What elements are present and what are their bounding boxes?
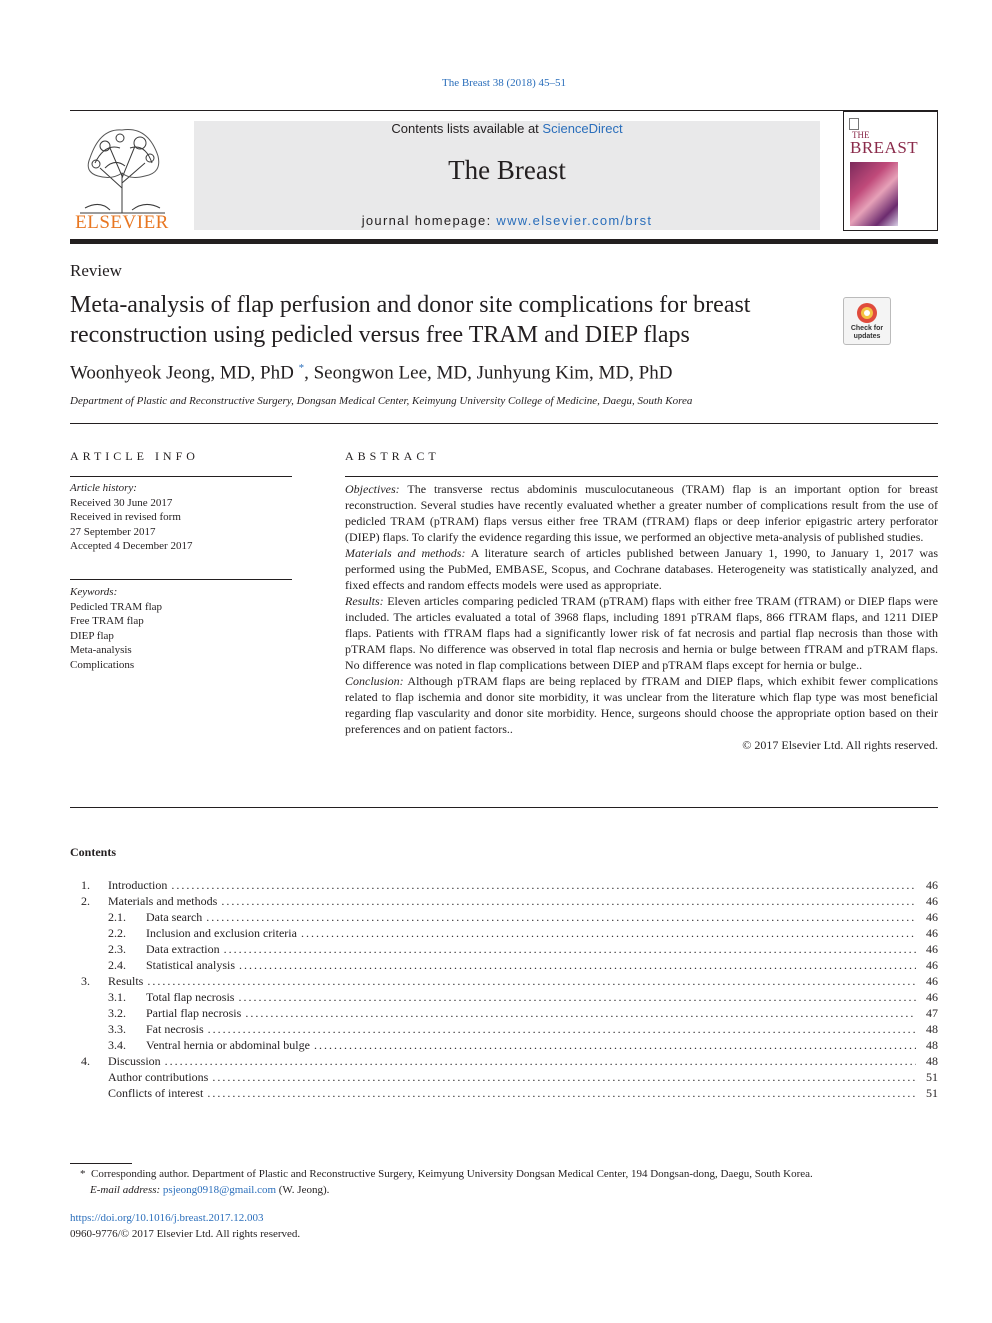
toc-page-number: 46 <box>926 926 938 940</box>
toc-page-number: 46 <box>926 942 938 956</box>
abstract-heading: ABSTRACT <box>345 449 440 463</box>
toc-row[interactable] <box>70 1053 938 1069</box>
article-info-heading: ARTICLE INFO <box>70 449 199 463</box>
keywords-label: Keywords: <box>70 586 118 598</box>
footnote-email <box>70 1182 938 1198</box>
footnote-corresponding-text: Corresponding author. Department of Plastic and Reconstructive Surgery, Keimyung University Dongsan Medical Center, 194 Dongsan-dong, Daegu, South Korea. <box>91 1168 813 1180</box>
toc-label[interactable] <box>146 909 916 925</box>
toc-page-number: 46 <box>926 990 938 1004</box>
toc-link[interactable]: Data search <box>146 910 203 924</box>
keyword-item: Free TRAM flap <box>70 615 144 627</box>
email-link[interactable]: psjeong0918@gmail.com <box>162 1184 277 1196</box>
toc-number: 2.4. <box>108 958 126 972</box>
toc-label[interactable] <box>146 957 916 973</box>
journal-cover[interactable] <box>843 111 938 231</box>
email-label: E-mail address: <box>90 1184 161 1196</box>
toc-link[interactable]: Conflicts of interest <box>108 1086 204 1100</box>
toc-label[interactable] <box>146 989 916 1005</box>
header-top-rule <box>70 110 938 111</box>
toc-row[interactable] <box>70 877 938 893</box>
toc-leader-dots <box>314 1037 916 1053</box>
toc-link[interactable]: Results <box>108 974 144 988</box>
toc-label[interactable] <box>146 1021 916 1037</box>
toc-leader-dots <box>224 941 916 957</box>
toc-row[interactable] <box>70 1085 938 1101</box>
toc-leader-dots <box>245 1005 916 1021</box>
toc-link[interactable]: Author contributions <box>108 1070 209 1084</box>
contents-heading: Contents <box>70 845 117 859</box>
toc-label[interactable] <box>146 1005 916 1021</box>
toc-link[interactable]: Data extraction <box>146 942 220 956</box>
toc-row[interactable] <box>70 973 938 989</box>
toc-page-number: 51 <box>926 1070 938 1084</box>
affiliation-rule <box>70 423 938 424</box>
contents-available-text: Contents lists available at <box>391 121 543 136</box>
elsevier-logo[interactable] <box>70 118 174 234</box>
toc-label[interactable] <box>108 1053 916 1069</box>
history-item: Received 30 June 2017 <box>70 496 173 509</box>
keywords-rule <box>70 579 292 580</box>
cover-small-logo <box>849 118 859 130</box>
journal-homepage <box>194 213 820 228</box>
homepage-label: journal homepage: <box>361 213 497 228</box>
toc-link[interactable]: Materials and methods <box>108 894 218 908</box>
methods-label: Materials and methods: <box>345 546 466 560</box>
toc-row[interactable] <box>70 909 938 925</box>
toc-number: 1. <box>81 878 90 892</box>
toc-link[interactable]: Partial flap necrosis <box>146 1006 242 1020</box>
toc-number: 4. <box>81 1054 90 1068</box>
toc-label[interactable] <box>146 941 916 957</box>
toc-number: 3. <box>81 974 90 988</box>
toc-row[interactable] <box>70 1069 938 1085</box>
check-for-updates-button[interactable] <box>843 297 891 345</box>
issn-line: 0960-9776/© 2017 Elsevier Ltd. All rights reserved. <box>70 1228 301 1240</box>
contents-available <box>194 121 820 136</box>
journal-citation[interactable]: The Breast 38 (2018) 45–51 <box>441 77 567 89</box>
abstract-copyright: © 2017 Elsevier Ltd. All rights reserved. <box>742 738 938 752</box>
toc-number: 3.2. <box>108 1006 126 1020</box>
footnote <box>70 1166 938 1198</box>
journal-name: The Breast <box>448 155 566 185</box>
toc-leader-dots <box>206 909 916 925</box>
toc-link[interactable]: Total flap necrosis <box>146 990 235 1004</box>
toc-number: 2. <box>81 894 90 908</box>
toc-label[interactable] <box>108 1085 916 1101</box>
cover-artwork <box>850 162 898 226</box>
keyword-item: Complications <box>70 658 135 671</box>
toc-label[interactable] <box>108 1069 916 1085</box>
check-updates-icon <box>844 300 890 326</box>
conclusion-text: Although pTRAM flaps are being replaced by fTRAM and DIEP flaps, which exhibit fewer complications related to flap ischemia and donor site morbidity, it was unclear from the literature which flap type was most beneficial regarding flap vascularity and donor site morbidity. Hence, surgeons should choose the appropriate option based on their preferences and on patient factors.. <box>345 674 938 736</box>
toc-link[interactable]: Discussion <box>108 1054 161 1068</box>
keyword-item: Meta-analysis <box>70 644 132 656</box>
email-suffix: (W. Jeong). <box>278 1184 330 1196</box>
toc-row[interactable] <box>70 989 938 1005</box>
toc-number: 3.4. <box>108 1038 126 1052</box>
objectives-label: Objectives: <box>345 482 400 496</box>
conclusion-label: Conclusion: <box>345 674 404 688</box>
toc-number: 3.1. <box>108 990 126 1004</box>
article-title: Meta-analysis of flap perfusion and donor site complications for breast reconstruction using pedicled versus free TRAM and DIEP flaps <box>70 292 751 348</box>
abstract-results <box>345 593 938 673</box>
toc-label[interactable] <box>146 1037 916 1053</box>
methods-text: A literature search of articles published between January 1, 1990, to January 1, 2017 was performed using the PubMed, EMBASE, Scopus, and Cochrane databases. Heterogeneity was statistically analyzed, and fixed effects and random effects models were used as appropriate. <box>345 546 939 592</box>
doi-link[interactable]: https://doi.org/10.1016/j.breast.2017.12.003 <box>70 1212 264 1224</box>
check-updates-line2: updates <box>853 333 881 340</box>
results-label: Results: <box>345 594 384 608</box>
abstract-body <box>345 481 938 753</box>
abstract-rule <box>345 476 938 477</box>
author-primary: Woonhyeok Jeong, MD, PhD <box>70 362 299 384</box>
cover-title-main: BREAST <box>850 138 919 157</box>
toc-leader-dots <box>208 1021 916 1037</box>
toc-row[interactable] <box>70 925 938 941</box>
toc-row[interactable] <box>70 1021 938 1037</box>
toc-number: 2.3. <box>108 942 126 956</box>
footnote-mark: * <box>80 1168 86 1180</box>
homepage-link[interactable]: www.elsevier.com/brst <box>496 213 653 228</box>
toc-label[interactable] <box>108 877 916 893</box>
toc-row[interactable] <box>70 957 938 973</box>
abstract-conclusion <box>345 673 938 737</box>
toc-page-number: 47 <box>926 1006 938 1020</box>
toc-leader-dots <box>147 973 916 989</box>
sciencedirect-link[interactable]: ScienceDirect <box>542 121 623 136</box>
toc-row[interactable] <box>70 893 938 909</box>
footnote-corresponding <box>70 1166 938 1182</box>
article-type: Review <box>70 261 122 280</box>
elsevier-tree-icon <box>70 118 174 218</box>
toc-label[interactable] <box>146 925 916 941</box>
abstract-bottom-rule <box>70 807 938 808</box>
header-bottom-rule <box>70 239 938 244</box>
toc-row[interactable] <box>70 1005 938 1021</box>
toc-number: 3.3. <box>108 1022 126 1036</box>
toc-page-number: 46 <box>926 894 938 908</box>
footnote-rule <box>70 1163 132 1164</box>
corresponding-author-mark[interactable]: * <box>298 362 305 374</box>
toc-link[interactable]: Inclusion and exclusion criteria <box>146 926 297 940</box>
toc-leader-dots <box>212 1069 916 1085</box>
history-item: 27 September 2017 <box>70 525 156 538</box>
toc-link[interactable]: Fat necrosis <box>146 1022 204 1036</box>
toc-leader-dots <box>171 877 916 893</box>
authors-others: , Seongwon Lee, MD, Junhyung Kim, MD, PhD <box>304 362 673 384</box>
toc-page-number: 51 <box>926 1086 938 1100</box>
toc-leader-dots <box>165 1053 916 1069</box>
toc-link[interactable]: Ventral hernia or abdominal bulge <box>146 1038 310 1052</box>
keywords <box>70 585 292 672</box>
toc-number: 2.1. <box>108 910 126 924</box>
toc-leader-dots <box>301 925 916 941</box>
toc-leader-dots <box>239 957 916 973</box>
abstract-methods <box>345 545 938 593</box>
toc-leader-dots <box>207 1085 916 1101</box>
toc-number: 2.2. <box>108 926 126 940</box>
toc-leader-dots <box>221 893 916 909</box>
toc-page-number: 46 <box>926 878 938 892</box>
toc-row[interactable] <box>70 1037 938 1053</box>
history-item: Accepted 4 December 2017 <box>70 540 193 552</box>
toc-page-number: 46 <box>926 910 938 924</box>
author-list <box>70 362 672 384</box>
toc-label[interactable] <box>108 893 916 909</box>
toc-page-number: 46 <box>926 958 938 972</box>
toc-page-number: 46 <box>926 974 938 988</box>
toc-page-number: 48 <box>926 1022 938 1036</box>
toc-leader-dots <box>238 989 916 1005</box>
toc-row[interactable] <box>70 941 938 957</box>
toc-page-number: 48 <box>926 1038 938 1052</box>
toc-page-number: 48 <box>926 1054 938 1068</box>
toc-label[interactable] <box>108 973 916 989</box>
cover-title-top: THE <box>852 130 870 140</box>
check-updates-line1: Check for <box>850 325 884 332</box>
keyword-item: DIEP flap <box>70 629 114 642</box>
toc-link[interactable]: Statistical analysis <box>146 958 235 972</box>
history-item: Received in revised form <box>70 511 181 523</box>
keyword-item: Pedicled TRAM flap <box>70 600 163 613</box>
article-info-rule <box>70 476 292 477</box>
objectives-text: The transverse rectus abdominis musculocutaneous (TRAM) flap is an important option for breast reconstruction. Several studies have recently evaluated whether a greater number of complications result from the use of pedicled TRAM (pTRAM) flaps versus either free TRAM (fTRAM) flaps or deep inferior epigastric artery perforator (DIEP) flaps. To clarify the evidence regarding this issue, we performed an objective meta-analysis of published studies. <box>345 482 938 544</box>
elsevier-wordmark: ELSEVIER <box>75 212 169 233</box>
toc-link[interactable]: Introduction <box>108 878 168 892</box>
affiliation: Department of Plastic and Reconstructive Surgery, Dongsan Medical Center, Keimyung University College of Medicine, Daegu, South Korea <box>70 395 693 407</box>
history-label: Article history: <box>70 482 137 494</box>
abstract-objectives <box>345 481 938 545</box>
article-history <box>70 481 292 554</box>
results-text: Eleven articles comparing pedicled TRAM (pTRAM) flaps with either free TRAM (fTRAM) or DIEP flaps were included. The articles evaluated a total of 3968 flaps, including 1891 pTRAM flaps, 866 fTRAM flaps, and 1211 DIEP flaps. Patients with fTRAM flaps had a significantly lower risk of fat necrosis and partial flap necrosis than those with pTRAM flaps. No difference was observed in total flap necrosis and hernia or bulge between fTRAM and pTRAM flaps. No difference was noted in flap complications between DIEP and pTRAM flaps except for hernia or bulge.. <box>345 594 938 672</box>
